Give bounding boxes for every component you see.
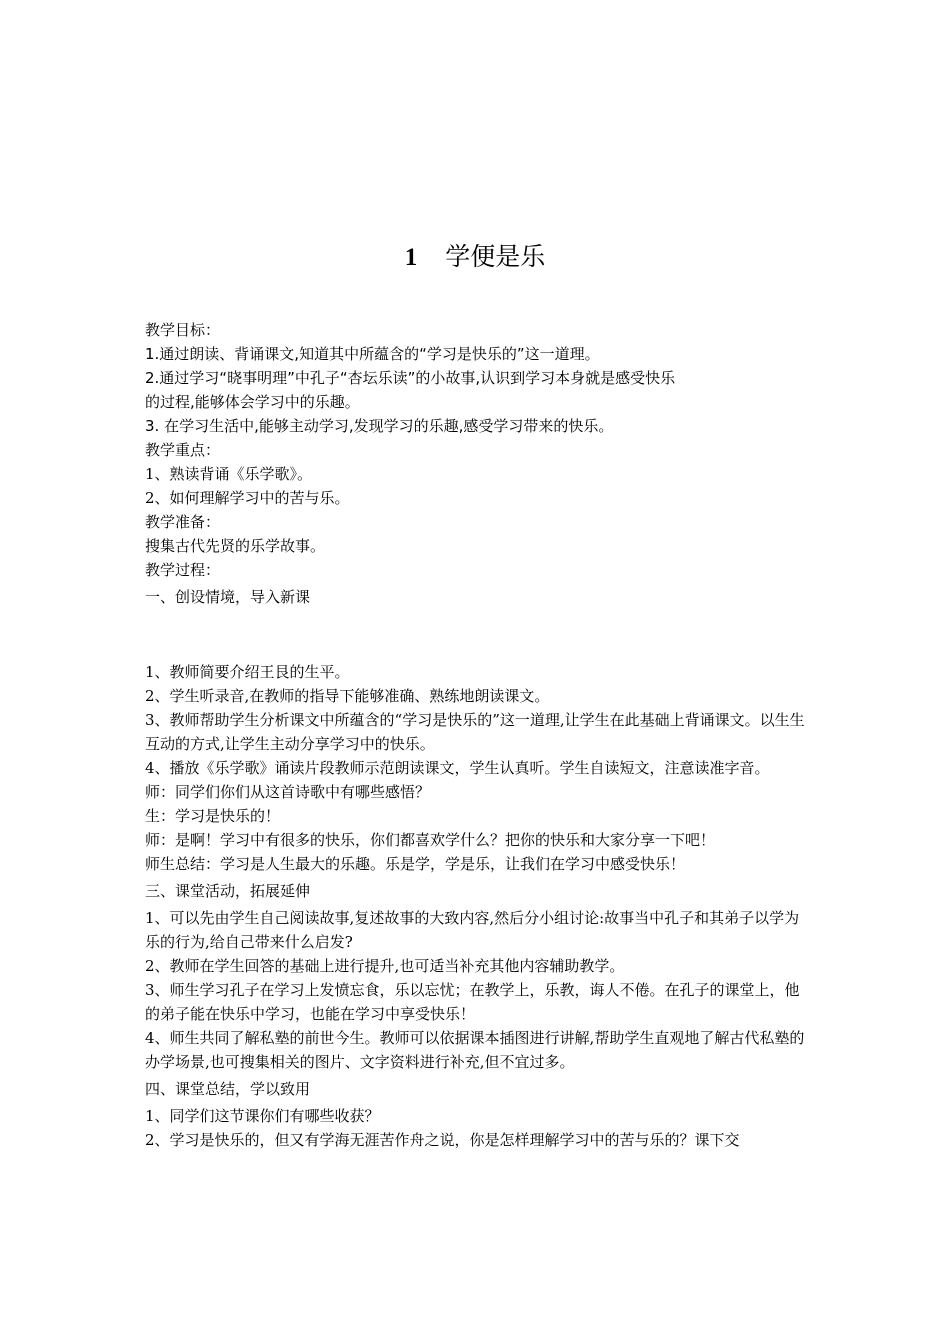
summary-item: 2、学习是快乐的，但又有学海无涯苦作舟之说，你是怎样理解学习中的苦与乐的？课下交 (145, 1131, 740, 1149)
goals-label: 教学目标： (145, 321, 221, 339)
dialogue-line: 师生总结：学习是人生最大的乐趣。乐是学，学是乐，让我们在学习中感受快乐！ (145, 855, 686, 873)
process-item: 2、学生听录音,在教师的指导下能够准确、熟练地朗读课文。 (145, 687, 550, 705)
lesson-number: 1 (404, 244, 418, 271)
lesson-title: 学便是乐 (445, 242, 546, 271)
preparation-label: 教学准备： (145, 513, 221, 531)
process-item: 3、教师帮助学生分析课文中所蕴含的“学习是快乐的”这一道理,让学生在此基础上背诵课文。以生生互动的方式,让学生主动分享学习中的快乐。 (145, 711, 805, 753)
key-points-label: 教学重点： (145, 441, 221, 459)
goal-item: 的过程,能够体会学习中的乐趣。 (145, 393, 360, 411)
goal-item: 2.通过学习“晓事明理”中孔子“杏坛乐读”的小故事,认识到学习本身就是感受快乐 (145, 369, 676, 387)
section-heading: 四、课堂总结，学以致用 (145, 1080, 311, 1098)
document-body (145, 318, 810, 1152)
preparation-text: 搜集古代先贤的乐学故事。 (145, 537, 326, 555)
goal-item: 3. 在学习生活中,能够主动学习,发现学习的乐趣,感受学习带来的快乐。 (145, 417, 614, 435)
goal-item: 1.通过朗读、背诵课文,知道其中所蕴含的“学习是快乐的”这一道理。 (145, 345, 600, 363)
section-heading: 三、课堂活动，拓展延伸 (145, 882, 311, 900)
activity-item: 3、师生学习孔子在学习上发愤忘食，乐以忘忧；在教学上，乐教，诲人不倦。在孔子的课堂上，他的弟子能在快乐中学习，也能在学习中享受快乐！ (145, 981, 800, 1023)
dialogue-line: 师：同学们你们从这首诗歌中有哪些感悟？ (145, 783, 431, 801)
activity-item: 1、可以先由学生自己阅读故事,复述故事的大致内容,然后分小组讨论:故事当中孔子和其弟子以学为乐的行为,给自己带来什么启发? (145, 909, 800, 951)
process-item: 1、教师简要介绍王艮的生平。 (145, 663, 350, 681)
process-item: 4、播放《乐学歌》诵读片段教师示范朗读课文，学生认真听。学生自读短文，注意读准字音。 (145, 759, 770, 777)
summary-item: 1、同学们这节课你们有哪些收获？ (145, 1107, 380, 1125)
activity-item: 2、教师在学生回答的基础上进行提升,也可适当补充其他内容辅助教学。 (145, 957, 625, 975)
activity-item: 4、师生共同了解私塾的前世今生。教师可以依据课本插图进行讲解,帮助学生直观地了解古代私塾的办学场景,也可搜集相关的图片、文字资料进行补充,但不宜过多。 (145, 1029, 805, 1071)
key-point-item: 1、熟读背诵《乐学歌》。 (145, 465, 313, 483)
page-title (0, 240, 950, 275)
dialogue-line: 师：是啊！学习中有很多的快乐，你们都喜欢学什么？把你的快乐和大家分享一下吧！ (145, 831, 716, 849)
process-label: 教学过程： (145, 561, 221, 579)
dialogue-line: 生：学习是快乐的！ (145, 807, 281, 825)
section-heading: 一、创设情境，导入新课 (145, 588, 311, 606)
key-point-item: 2、如何理解学习中的苦与乐。 (145, 489, 350, 507)
